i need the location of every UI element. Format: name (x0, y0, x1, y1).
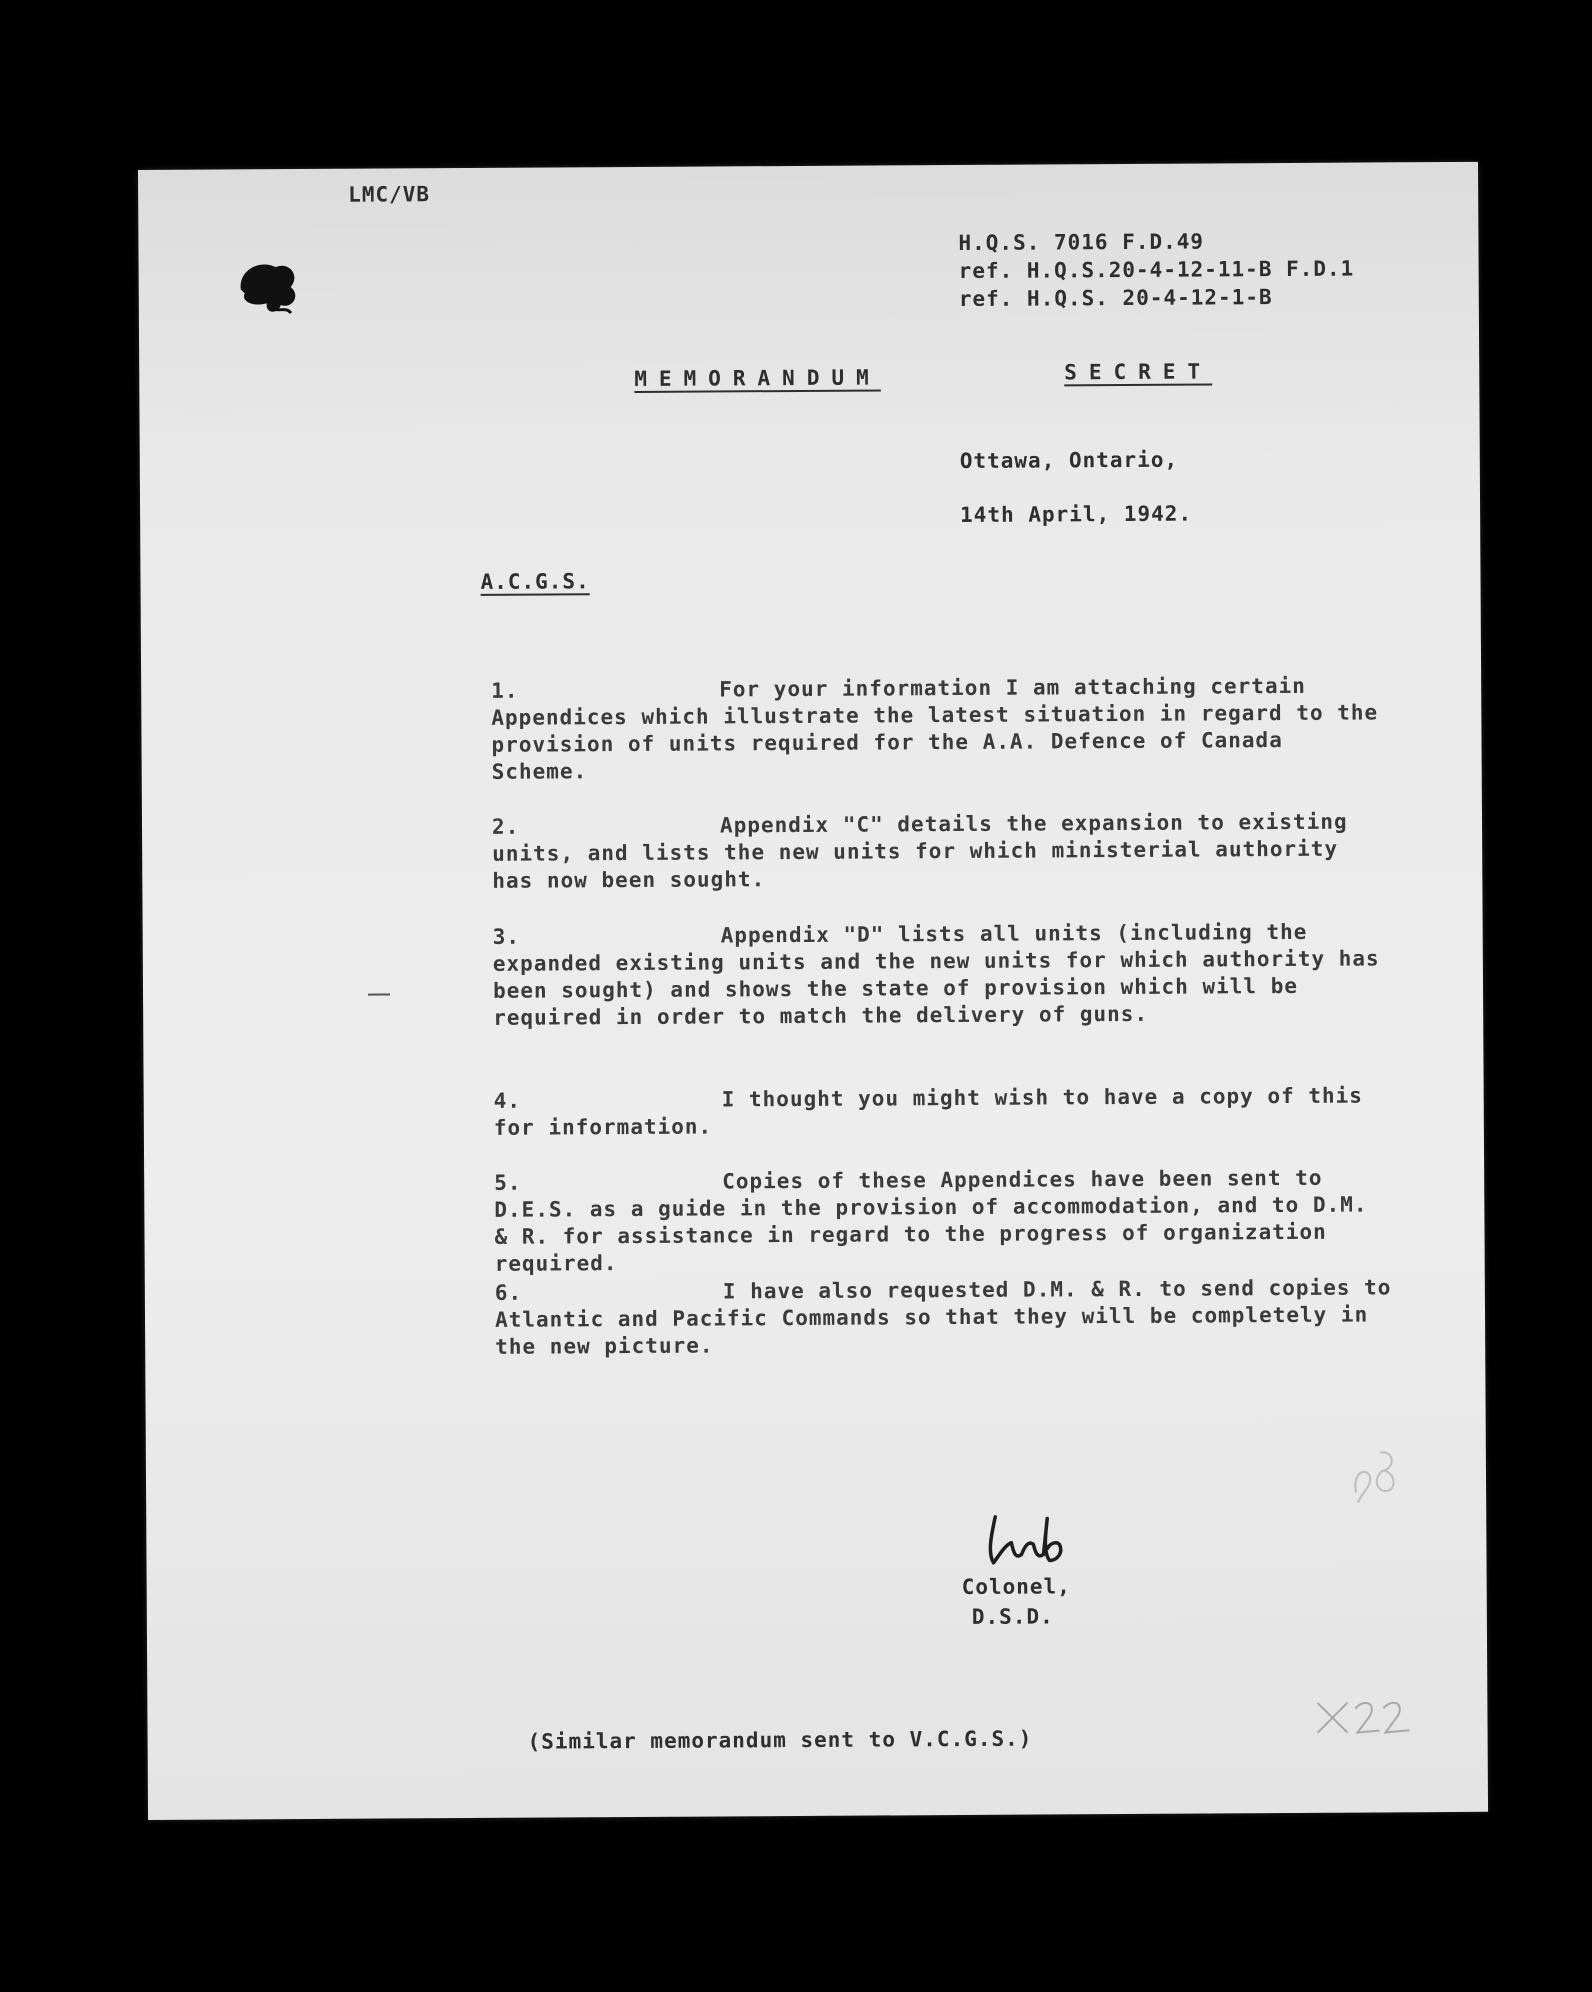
addressee: A.C.G.S. (480, 569, 590, 594)
initials: LMC/VB (348, 182, 431, 207)
paragraph-text: For your information I am attaching certain Appendices which illustrate the latest situation in regard to the provision of units required for the A.A. Defence of Canada Scheme. (491, 673, 1379, 784)
paragraph-number: 1. (491, 678, 519, 703)
pencil-annotation-mark (1307, 1692, 1417, 1743)
handwritten-signature-icon (981, 1504, 1101, 1575)
paragraph-3 (493, 918, 1394, 1031)
margin-mark (368, 993, 390, 995)
memorandum-heading: MEMORANDUM (634, 365, 881, 391)
memo-page (138, 162, 1488, 1820)
signatory-rank: Colonel, (961, 1574, 1071, 1599)
place-line: Ottawa, Ontario, (959, 447, 1179, 473)
paragraph-5 (494, 1164, 1395, 1277)
file-ref-3: ref. H.Q.S. 20-4-12-1-B (958, 285, 1273, 311)
paragraph-text: I have also requested D.M. & R. to send copies to Atlantic and Pacific Commands so that they will be completely in the new picture. (494, 1275, 1392, 1359)
pencil-annotation-mark (1336, 1432, 1416, 1512)
paragraph-text: Appendix "C" details the expansion to existing units, and lists the new units for which ministerial authority has now been sought. (492, 809, 1348, 893)
file-ref-2: ref. H.Q.S.20-4-12-11-B F.D.1 (958, 256, 1355, 283)
paragraph-text: I thought you might wish to have a copy of this for information. (493, 1083, 1363, 1140)
paragraph-text: Copies of these Appendices have been sent to D.E.S. as a guide in the provision of accommodation, and to D.M. & R. for assistance in regard to the progress of organization required. (494, 1165, 1368, 1276)
paragraph-1 (491, 672, 1392, 785)
paragraph-number: 3. (492, 924, 521, 949)
footer-note: (Similar memorandum sent to V.C.G.S.) (527, 1726, 1033, 1754)
paragraph-number: 6. (494, 1280, 523, 1305)
date-line: 14th April, 1942. (960, 501, 1193, 527)
paragraph-text: Appendix "D" lists all units (including the expanded existing units and the new units for which authority has been sought) and shows the state of provision which will be required in order to match the delivery of guns. (492, 919, 1380, 1030)
paragraph-6 (495, 1274, 1395, 1360)
paragraph-number: 4. (493, 1088, 522, 1113)
file-ref-1: H.Q.S. 7016 F.D.49 (958, 229, 1205, 255)
paragraph-2 (492, 808, 1392, 894)
paragraph-number: 2. (491, 814, 520, 839)
secret-classification: SECRET (1064, 359, 1213, 385)
paragraph-number: 5. (494, 1170, 522, 1195)
paragraph-4 (494, 1082, 1394, 1141)
hole-punch-mark-icon (230, 249, 310, 329)
signatory-appointment: D.S.D. (971, 1604, 1054, 1629)
